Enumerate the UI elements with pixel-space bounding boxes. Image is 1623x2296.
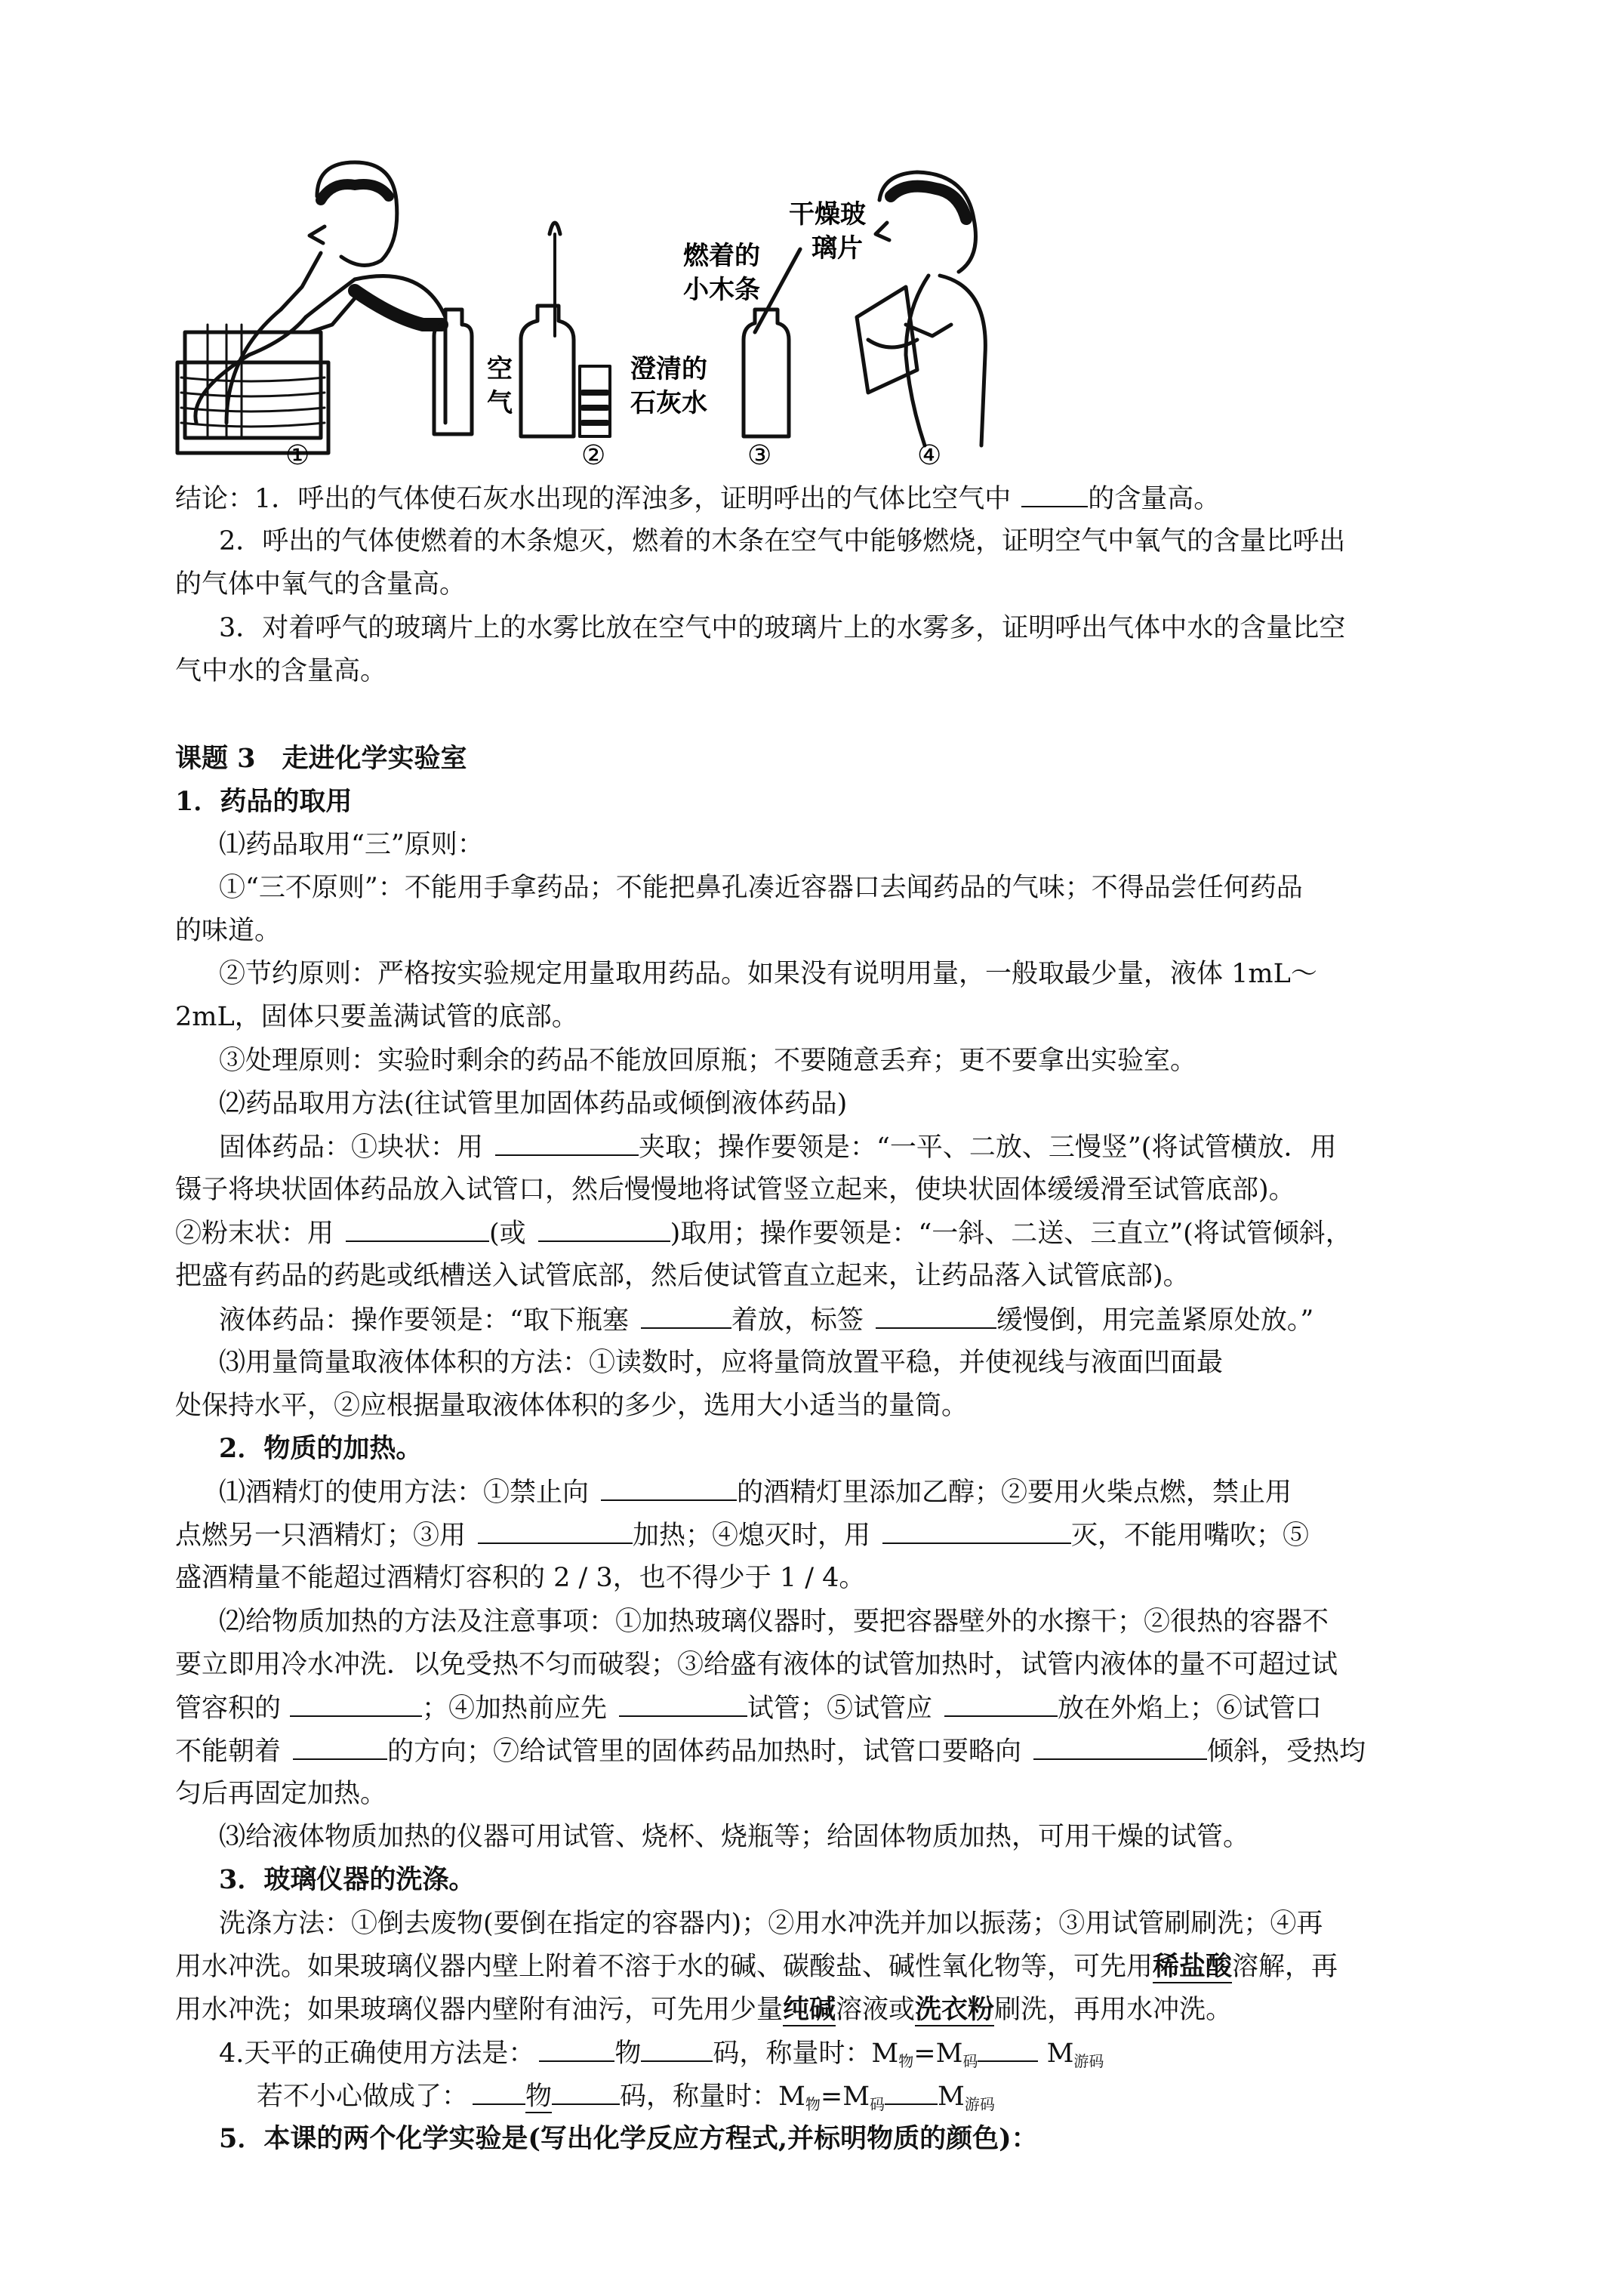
paragraph-line: 匀后再固定加热。	[175, 1779, 387, 1809]
text: (或	[489, 1219, 526, 1249]
blank-field[interactable]	[290, 1691, 422, 1717]
section-title: 课题 3 走进化学实验室	[175, 743, 467, 774]
paragraph-line: ⑴药品取用“三”原则：	[219, 830, 484, 860]
blank-field[interactable]	[641, 2036, 713, 2062]
blank-field[interactable]	[539, 2036, 614, 2062]
text: 放在外焰上；⑥试管口	[1058, 1693, 1323, 1724]
text: 夹取；操作要领是：“一平、二放、三慢竖”(将试管横放．用	[639, 1133, 1337, 1163]
glass-label-1: 干燥玻	[789, 199, 866, 230]
figure-number-3: ③	[747, 440, 772, 471]
text: 固体药品：①块状：用	[219, 1133, 484, 1163]
text: 用水冲洗。如果玻璃仪器内壁上附着不溶于水的碱、碳酸盐、碱性氧化物等，可先用	[175, 1952, 1153, 1982]
paragraph-line	[175, 1734, 1366, 1768]
text: 溶解，再	[1232, 1952, 1338, 1982]
subscript: 码	[962, 2052, 978, 2070]
air-label-2: 气	[487, 388, 513, 418]
paragraph-line: 要立即用冷水冲洗．以免受热不匀而破裂；③给盛有液体的试管加热时，试管内液体的量不可超过试	[175, 1650, 1338, 1680]
paragraph-line: ⑵给物质加热的方法及注意事项：①加热玻璃仪器时，要把容器壁外的水擦干；②很热的容器不	[219, 1607, 1329, 1637]
conclusion-text: 结论：1．呼出的气体使石灰水出现的浑浊多，证明呼出的气体比空气中	[175, 484, 1012, 514]
blank-field[interactable]	[552, 2079, 620, 2105]
limewater-label-1: 澄清的	[630, 354, 707, 384]
figure-number-2: ②	[581, 440, 606, 471]
blank-field[interactable]	[1021, 482, 1088, 507]
subscript: 游码	[964, 2095, 995, 2113]
paragraph-line: 镊子将块状固体药品放入试管口，然后慢慢地将试管竖立起来，使块状固体缓缓滑至试管底部)。	[175, 1175, 1295, 1205]
paragraph-line: 把盛有药品的药匙或纸槽送入试管底部，然后使试管直立起来，让药品落入试管底部)。	[175, 1261, 1190, 1291]
blank-field[interactable]	[882, 1518, 1071, 1544]
blank-field[interactable]	[495, 1130, 639, 1156]
text: ；④加热前应先	[422, 1693, 608, 1724]
text: 点燃另一只酒精灯；③用	[175, 1521, 467, 1551]
conclusion-line-3: 的气体中氧气的含量高。	[175, 569, 467, 599]
conclusion-line-5: 气中水的含量高。	[175, 656, 387, 686]
subscript: 码	[870, 2095, 885, 2113]
paragraph-line	[175, 1993, 1232, 2026]
limewater-label-2: 石灰水	[630, 388, 707, 418]
text: 4.天平的正确使用方法是：	[219, 2039, 535, 2069]
experiment-illustration	[0, 0, 1623, 483]
text: 试管；⑤试管应	[747, 1693, 933, 1724]
paragraph-line: 盛酒精量不能超过酒精灯容积的 2 / 3，也不得少于 1 / 4。	[175, 1563, 866, 1593]
text: 的方向；⑦给试管里的固体药品加热时，试管口要略向	[387, 1737, 1022, 1767]
girl-with-glass-figure	[857, 172, 985, 445]
paragraph-line	[175, 1691, 1322, 1725]
air-and-limewater-bottles	[434, 223, 610, 436]
text: 码，称量时：M	[713, 2039, 899, 2069]
blank-field[interactable]	[978, 2036, 1038, 2062]
paragraph-line	[219, 1303, 1313, 1337]
text: 灭，不能用嘴吹；⑤	[1071, 1521, 1310, 1551]
blank-field[interactable]	[641, 1303, 731, 1329]
blank-field[interactable]	[478, 1518, 633, 1544]
paragraph-line	[219, 1475, 1292, 1509]
conclusion-line-4: 3．对着呼气的玻璃片上的水雾比放在空气中的玻璃片上的水雾多，证明呼出气体中水的含量比空	[219, 613, 1346, 643]
subscript: 游码	[1073, 2052, 1104, 2070]
figure-number-1: ①	[285, 440, 310, 471]
text: 的酒精灯里添加乙醇；②要用火柴点燃，禁止用	[737, 1478, 1292, 1508]
underlined-term: 纯碱	[783, 1994, 836, 2025]
heading-3: 3．玻璃仪器的洗涤。	[219, 1864, 476, 1895]
stick-label-1: 燃着的	[683, 241, 760, 271]
text: =M	[913, 2039, 963, 2069]
paragraph-line: ①“三不原则”：不能用手拿药品；不能把鼻孔凑近容器口去闻药品的气味；不得品尝任何药品	[219, 873, 1303, 903]
paragraph-line	[175, 1518, 1309, 1552]
text: ②粉末状：用	[175, 1219, 334, 1249]
stick-label-2: 小木条	[683, 275, 760, 305]
paragraph-line: ②节约原则：严格按实验规定用量取用药品。如果没有说明用量，一般取最少量，液体 1mL～	[219, 959, 1317, 989]
text: 物	[525, 2082, 553, 2112]
paragraph-line: ③处理原则：实验时剩余的药品不能放回原瓶；不要随意丢弃；更不要拿出实验室。	[219, 1046, 1197, 1076]
text: 不能朝着	[175, 1737, 282, 1767]
text: ⑴酒精灯的使用方法：①禁止向	[219, 1478, 590, 1508]
paragraph-line: ⑵药品取用方法(往试管里加固体药品或倾倒液体药品)	[219, 1089, 848, 1119]
blank-field[interactable]	[876, 1303, 996, 1329]
text: M	[1038, 2039, 1074, 2069]
text: M	[938, 2082, 965, 2112]
paragraph-line	[175, 1216, 1352, 1250]
text: 液体药品：操作要领是：“取下瓶塞	[219, 1305, 629, 1336]
text: 缓慢倒，用完盖紧原处放。”	[996, 1305, 1314, 1336]
text: 管容积的	[175, 1693, 282, 1724]
paragraph-line: 5．本课的两个化学实验是(写出化学反应方程式,并标明物质的颜色)：	[219, 2123, 1038, 2154]
text: 溶液或	[836, 1995, 916, 2025]
paragraph-line	[175, 1950, 1338, 1983]
subscript: 物	[805, 2095, 821, 2113]
paragraph-line: ⑶用量筒量取液体体积的方法：①读数时，应将量筒放置平稳，并使视线与液面凹面最	[219, 1348, 1224, 1378]
paragraph-line: ⑶给液体物质加热的仪器可用试管、烧杯、烧瓶等；给固体物质加热，可用干燥的试管。	[219, 1822, 1250, 1852]
subscript: 物	[898, 2052, 914, 2070]
text: 加热；④熄灭时，用	[633, 1521, 871, 1551]
air-label-1: 空	[487, 354, 513, 384]
blank-field[interactable]	[538, 1216, 670, 1242]
person-blowing-figure	[177, 162, 445, 453]
text: 倾斜，受热均	[1207, 1737, 1366, 1767]
blank-field[interactable]	[944, 1691, 1058, 1717]
blank-field[interactable]	[1033, 1734, 1207, 1760]
paragraph-line: 2mL，固体只要盖满试管的底部。	[175, 1002, 578, 1032]
conclusion-line-2: 2．呼出的气体使燃着的木条熄灭，燃着的木条在空气中能够燃烧，证明空气中氧气的含量比呼出	[219, 526, 1346, 556]
balance-line-2	[257, 2079, 995, 2121]
blank-field[interactable]	[601, 1475, 737, 1501]
paragraph-line: 的味道。	[175, 916, 282, 946]
blank-field[interactable]	[619, 1691, 747, 1717]
figure-number-4: ④	[917, 440, 942, 471]
glass-label-2: 璃片	[812, 233, 863, 264]
text: 用水冲洗；如果玻璃仪器内壁附有油污，可先用少量	[175, 1995, 784, 2025]
underlined-term: 洗衣粉	[915, 1994, 995, 2025]
text: 着放，标签	[731, 1305, 864, 1336]
paragraph-line: 洗涤方法：①倒去废物(要倒在指定的容器内)；②用水冲洗并加以振荡；③用试管刷刷洗；④再	[219, 1909, 1323, 1939]
underlined-term: 稀盐酸	[1153, 1951, 1233, 1982]
blank-field[interactable]	[885, 2079, 938, 2105]
balance-line-1	[219, 2036, 1104, 2078]
conclusion-text: 的含量高。	[1088, 484, 1221, 514]
text: )取用；操作要领是：“一斜、二送、三直立”(将试管倾斜，	[670, 1219, 1352, 1249]
heading-2: 2．物质的加热。	[219, 1433, 423, 1464]
text: 物	[614, 2039, 642, 2069]
text: 若不小心做成了：	[257, 2082, 469, 2112]
text: =M	[820, 2082, 870, 2112]
heading-1: 1．药品的取用	[175, 786, 353, 817]
blank-field[interactable]	[293, 1734, 387, 1760]
paragraph-line	[219, 1130, 1336, 1164]
conclusion-line-1	[175, 482, 1220, 516]
text: 刷洗，再用水冲洗。	[994, 1995, 1233, 2025]
text: 码，称量时：M	[620, 2082, 805, 2112]
blank-field[interactable]	[473, 2079, 525, 2105]
paragraph-line: 处保持水平，②应根据量取液体体积的多少，选用大小适当的量筒。	[175, 1391, 969, 1421]
blank-field[interactable]	[346, 1216, 489, 1242]
